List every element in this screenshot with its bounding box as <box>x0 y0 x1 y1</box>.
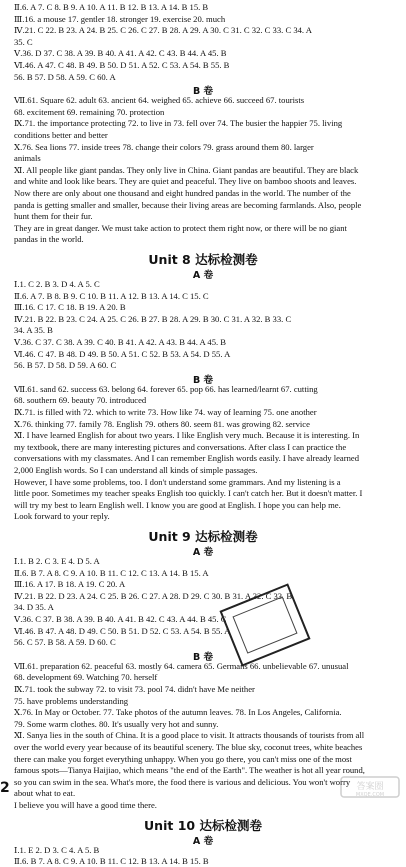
answer-line: Ⅲ.16. A 17. B 18. A 19. C 20. A <box>14 579 126 590</box>
answer-line: Ⅸ.71. the importance protecting 72. to live in 73. fell over 74. The busier the happier 75. living <box>14 118 343 129</box>
answer-line: However, I have some problems, too. I don't understand some grammars. And my listening is a <box>14 476 341 487</box>
answer-line: Ⅲ.16. a mouse 17. gentler 18. stronger 19. exercise 20. much <box>14 13 226 24</box>
answer-line: my textbook, there are many interesting pictures and conversations. After class I can practice the <box>14 441 347 452</box>
section-a-heading: A 卷 <box>192 270 214 281</box>
answer-line: so you can swim in the sea. What's more, the food there is various and delicious. You won't worry <box>14 776 351 787</box>
answer-line: pandas in the world. <box>14 234 84 245</box>
answer-line: Ⅶ.61. sand 62. success 63. belong 64. forever 65. pop 66. has learned/learnt 67. cutting <box>14 383 318 394</box>
answer-line: Ⅴ.36. C 37. C 38. A 39. C 40. B 41. A 42. A 43. B 44. A 45. B <box>14 337 227 347</box>
answer-line: 68. excitement 69. remaining 70. protection <box>14 106 165 117</box>
unit9-title: Unit 9 达标检测卷 <box>148 529 258 544</box>
answer-line: Ⅶ.61. preparation 62. peaceful 63. mostly 64. camera 65. Germans 66. unbelievable 67. unusual <box>14 660 349 671</box>
unit8-title: Unit 8 达标检测卷 <box>148 252 258 267</box>
section-a-heading: A 卷 <box>192 835 214 847</box>
answer-line: Ⅹ.76. Sea lions 77. inside trees 78. change their colors 79. grass around them 80. larger <box>14 141 314 152</box>
answer-line: famous spots—Tianya Haijiao, which means "the end of the Earth". The weather is hot all year round, <box>14 765 365 776</box>
answer-line: 34. A 35. B <box>14 325 53 336</box>
answer-line: Ⅲ.16. C 17. C 18. B 19. A 20. B <box>14 302 126 313</box>
answer-line: Ⅰ.1. C 2. B 3. D 4. A 5. C <box>14 279 100 289</box>
answer-line: I believe you will have a good time there. <box>14 800 157 810</box>
answer-line: conditions better and better <box>14 130 108 140</box>
answer-line: Ⅰ.1. B 2. C 3. E 4. D 5. A <box>14 556 100 566</box>
answer-line: 56. C 57. B 58. A 59. D 60. C <box>14 637 116 648</box>
answer-line: Ⅵ.46. B 47. A 48. D 49. C 50. B 51. D 52. C 53. A 54. B 55. A <box>14 625 231 636</box>
answer-line: 56. B 57. D 58. D 59. A 60. C <box>14 360 117 371</box>
answer-line: 56. B 57. D 58. A 59. C 60. A <box>14 71 116 82</box>
page-number: 2 <box>0 780 10 796</box>
answer-line: Ⅴ.36. C 37. B 38. A 39. B 40. A 41. B 42. C 43. A 44. B 45. C <box>14 614 227 624</box>
section-b-heading: B 卷 <box>192 86 214 98</box>
answer-line: will try my best to learn English well. I know you are good at English. I hope you can help me. <box>14 499 341 510</box>
answer-line: 68. southern 69. beauty 70. introduced <box>14 395 147 406</box>
section-b-heading: B 卷 <box>192 374 214 386</box>
answer-line: Ⅵ.46. C 47. B 48. D 49. B 50. A 51. C 52. B 53. A 54. D 55. A <box>14 348 231 359</box>
answer-line: conversations with my classmates. And I can remember English words easily. I have already learned <box>14 453 359 464</box>
answer-line: there can make you forget everything unhappy. When you go there, you can't miss one of the most <box>14 753 352 764</box>
answer-line: over the world every year because of its beautiful scenery. The blue sky, coconut trees, white beaches <box>14 742 363 752</box>
section-b-heading: B 卷 <box>192 651 214 663</box>
answer-line: Ⅴ.36. D 37. C 38. A 39. B 40. A 41. A 42. C 43. B 44. A 45. B <box>14 48 227 59</box>
answer-line: 75. have problems understanding <box>14 695 129 706</box>
answer-line: Ⅳ.21. B 22. B 23. C 24. A 25. C 26. B 27. B 28. A 29. B 30. C 31. A 32. B 33. C <box>14 313 292 324</box>
answer-line: Ⅵ.46. A 47. C 48. B 49. B 50. D 51. A 52. C 53. A 54. B 55. B <box>14 60 230 70</box>
watermark-logo <box>340 776 400 798</box>
answer-line: 2,000 English words. So I can understand all kinds of simple passages. <box>14 465 258 475</box>
answer-line: Ⅺ. Sanya lies in the south of China. It is a good place to visit. It attracts thousands of tourists from all <box>14 730 365 741</box>
answer-line: hunt them for their fur. <box>14 211 93 222</box>
answer-line: Ⅹ.76. In May or October. 77. Take photos of the autumn leaves. 78. In Los Angeles, California. <box>14 707 342 718</box>
answer-line: 79. Some warm clothes. 80. It's usually very hot and sunny. <box>14 718 219 729</box>
answer-line: Ⅹ.76. thinking 77. family 78. English 79. others 80. seem 81. was growing 82. service <box>14 418 310 429</box>
answer-line: They are in great danger. We must take action to protect them right now, or there will be no giant <box>14 222 347 233</box>
answer-line: about what to eat. <box>14 788 76 799</box>
answer-line: Ⅸ.71. is filled with 72. which to write 73. How like 74. way of learning 75. one another <box>14 407 317 417</box>
unit10-title: Unit 10 达标检测卷 <box>144 817 262 833</box>
answer-line: Ⅺ. I have learned English for about two years. I like English very much. Because it is interesting. In <box>14 430 360 441</box>
answer-line: Ⅳ.21. C 22. B 23. A 24. B 25. C 26. C 27. B 28. A 29. A 30. C 31. C 32. C 33. C 34. A <box>14 25 312 36</box>
answer-line: Ⅸ.71. took the subway 72. to visit 73. pool 74. didn't have Me neither <box>14 684 255 694</box>
answer-line: Ⅱ.6. A 7. C 8. B 9. A 10. A 11. B 12. B 13. A 14. B 15. B <box>14 2 209 12</box>
answer-line: Ⅱ.6. B 7. A 8. C 9. A 10. B 11. C 12. B 13. A 14. B 15. B <box>14 856 209 867</box>
answer-line: and white and look like bears. They are quiet and peaceful. They live on bamboo shoots and leaves. <box>14 176 357 187</box>
answer-line: Ⅶ.61. Square 62. adult 63. ancient 64. weighed 65. achieve 66. succeed 67. tourists <box>14 95 305 106</box>
answer-line: 35. C <box>14 36 33 47</box>
answer-line: Ⅱ.6. A 7. B 8. B 9. C 10. B 11. A 12. B 13. A 14. C 15. C <box>14 290 209 301</box>
answer-line: 68. development 69. Watching 70. herself <box>14 672 158 683</box>
answer-line: panda is getting smaller and smaller, because their living areas are becoming farmlands. Also, people <box>14 199 362 210</box>
answer-line: Ⅱ.6. B 7. A 8. C 9. A 10. B 11. C 12. C 13. A 14. B 15. A <box>14 567 209 578</box>
answer-line: Ⅺ. All people like giant pandas. They only live in China. Giant pandas are beautiful. They are black <box>14 164 359 175</box>
answer-line: Ⅳ.21. B 22. D 23. A 24. C 25. B 26. C 27. A 28. D 29. C 30. B 31. A 32. C 33. B <box>14 590 293 601</box>
answer-line: 34. D 35. A <box>14 602 54 613</box>
answer-line: Now there are only about one thousand and eight hundred pandas in the world. The number of the <box>14 188 351 198</box>
answer-line: little poor. Sometimes my teacher speaks English too quickly. I can't catch her. But it doesn't matter. I <box>14 488 363 499</box>
answer-line: Ⅰ.1. E 2. D 3. C 4. A 5. B <box>14 844 100 855</box>
section-a-heading: A 卷 <box>192 547 214 558</box>
svg-text:答案圈: 答案圈 <box>356 782 384 792</box>
answer-line: animals <box>14 153 41 164</box>
answer-line: Look forward to your reply. <box>14 511 110 522</box>
svg-text:MXQE.COM: MXQE.COM <box>355 792 385 798</box>
